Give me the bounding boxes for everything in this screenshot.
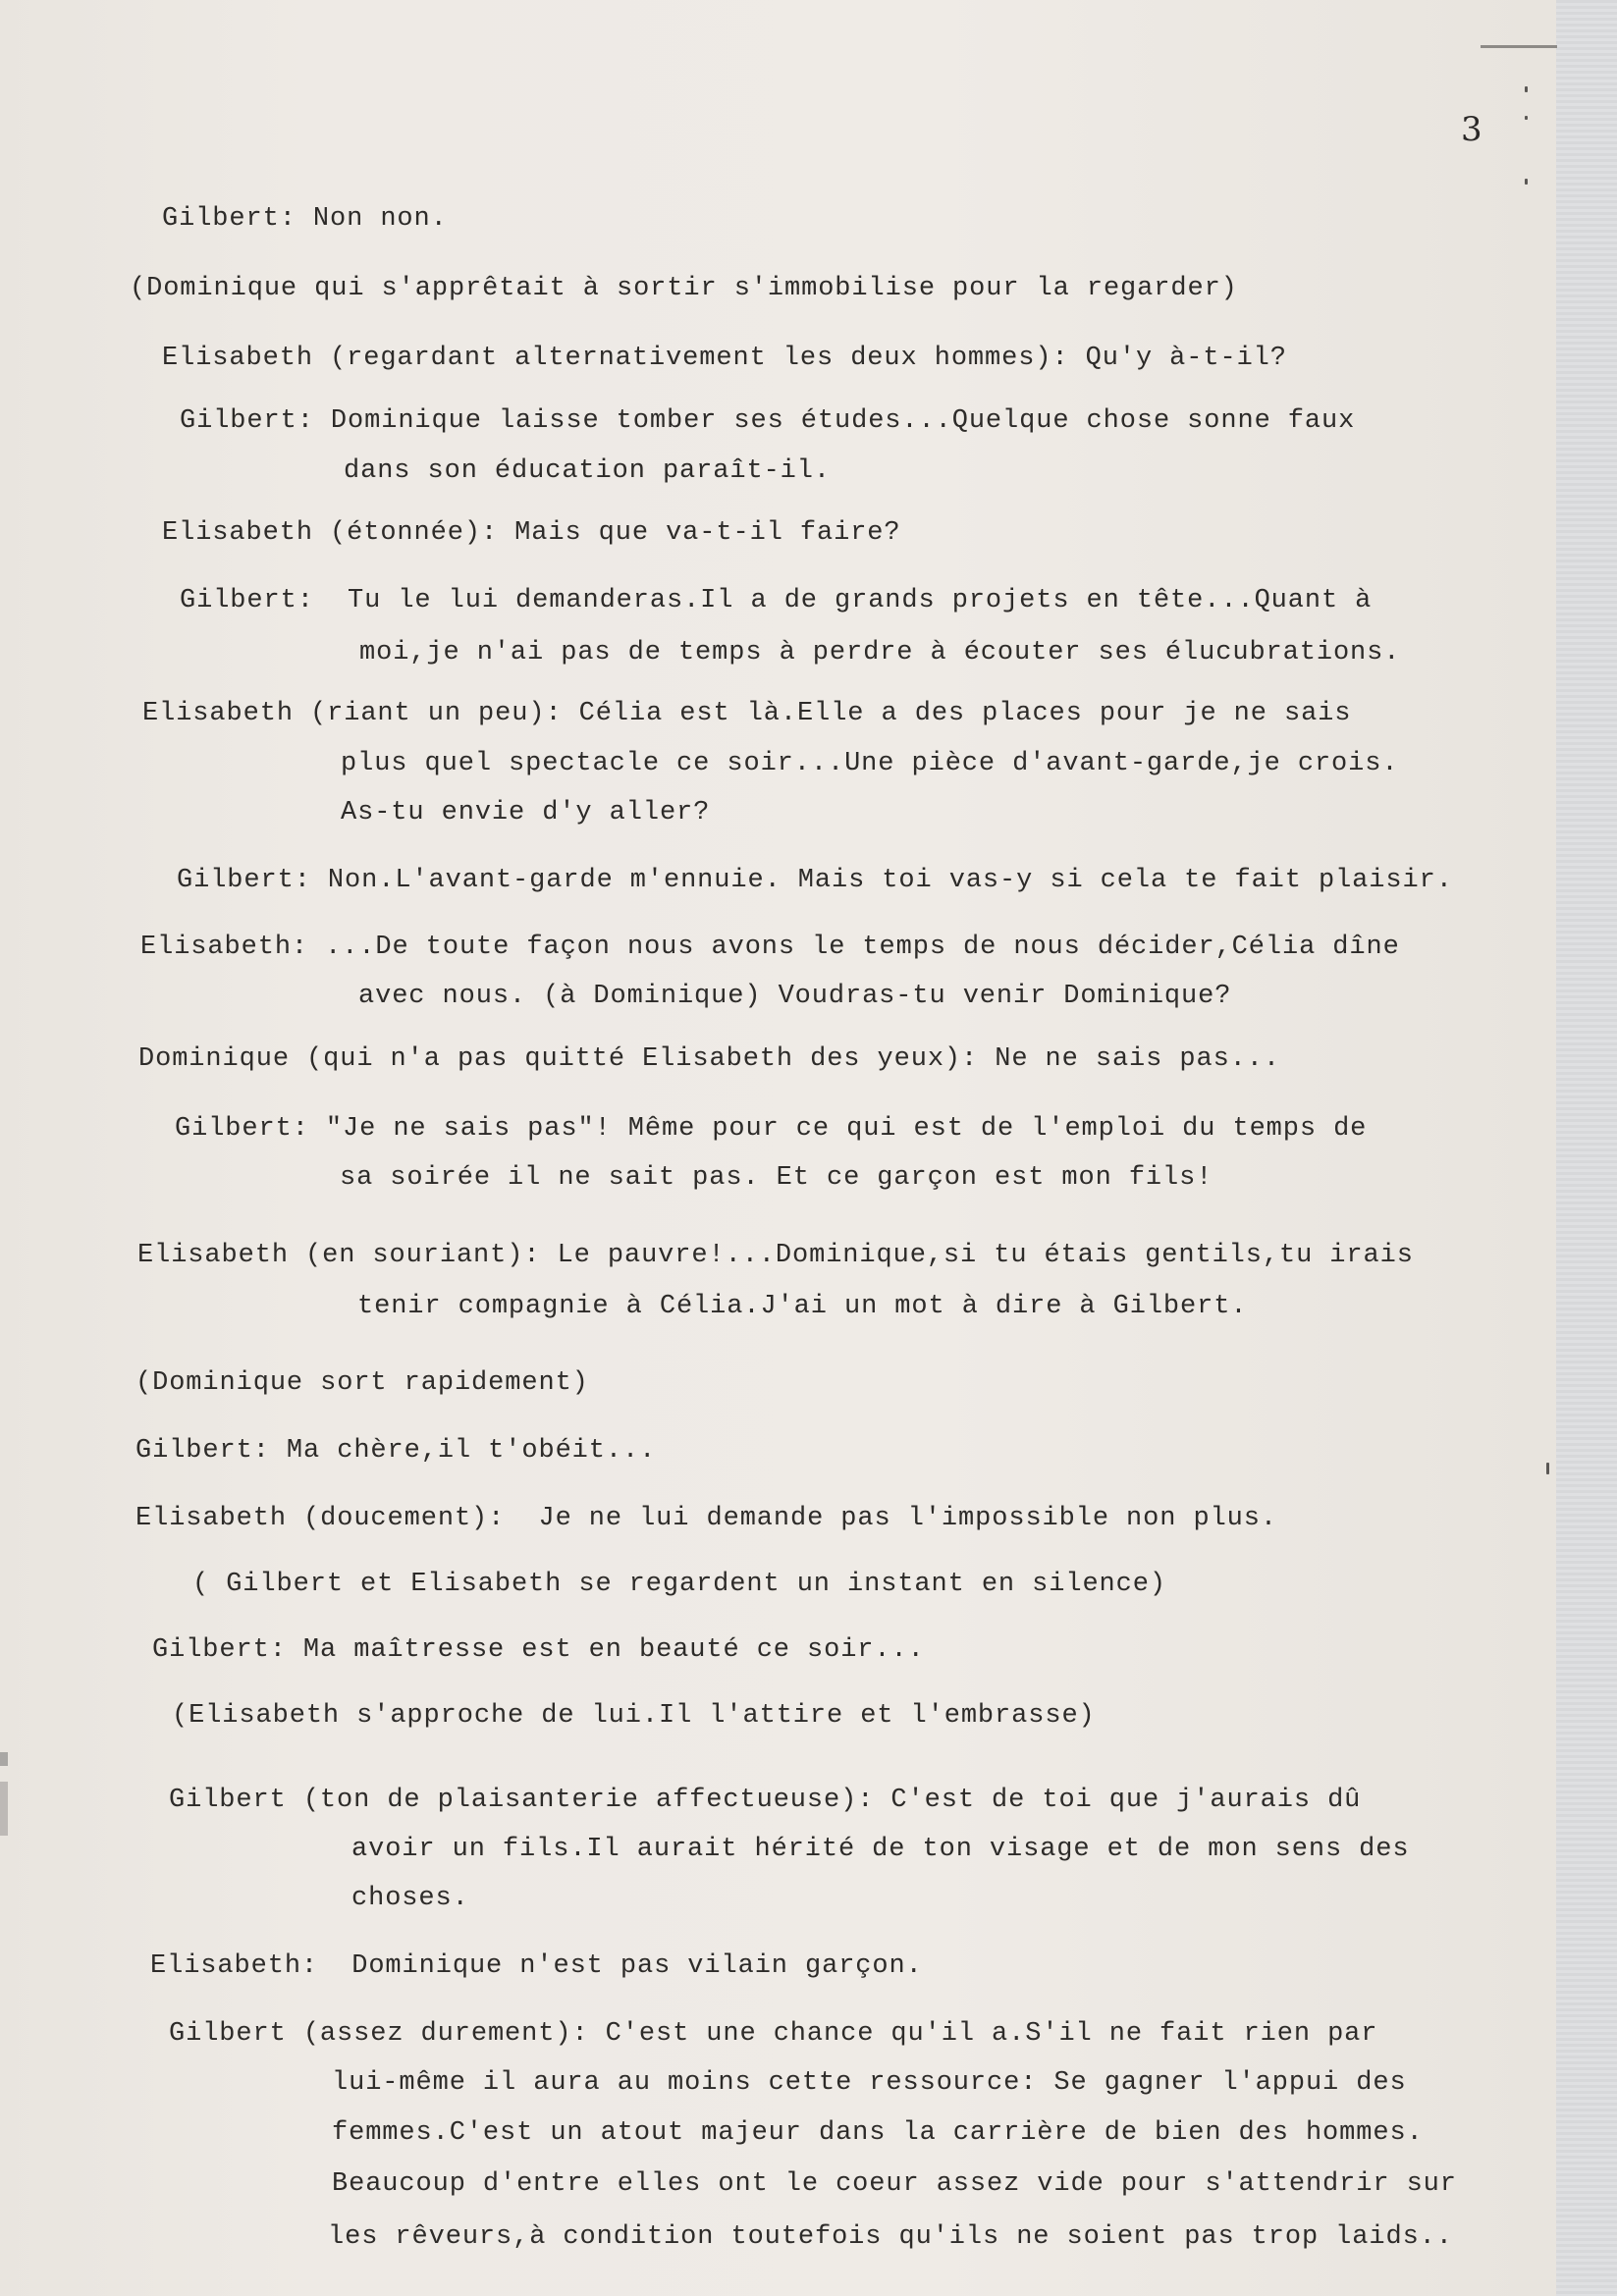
dialogue-line: Elisabeth: ...De toute façon nous avons le temps de nous décider,Célia dîne: [140, 933, 1400, 962]
dialogue-continuation: plus quel spectacle ce soir...Une pièce d'avant-garde,je crois.: [341, 749, 1399, 778]
dialogue-line: Gilbert (ton de plaisanterie affectueuse): C'est de toi que j'aurais dû: [169, 1786, 1362, 1815]
dialogue-line: Elisabeth (doucement): Je ne lui demande pas l'impossible non plus.: [135, 1504, 1277, 1533]
ink-speck: [1525, 116, 1528, 120]
dialogue-line: Gilbert: Dominique laisse tomber ses études...Quelque chose sonne faux: [180, 406, 1356, 436]
dialogue-continuation: les rêveurs,à condition toutefois qu'ils ne soient pas trop laids..: [328, 2222, 1453, 2252]
dialogue-line: Gilbert: Tu le lui demanderas.Il a de grands projets en tête...Quant à: [180, 586, 1373, 615]
corner-mark: [1481, 45, 1557, 48]
stage-direction: (Elisabeth s'approche de lui.Il l'attire et l'embrasse): [172, 1701, 1096, 1731]
scanner-bed-edge: [1556, 0, 1617, 2296]
dialogue-line: Elisabeth (riant un peu): Célia est là.Elle a des places pour je ne sais: [142, 699, 1352, 728]
dialogue-continuation: avoir un fils.Il aurait hérité de ton visage et de mon sens des: [351, 1835, 1410, 1864]
dialogue-continuation: femmes.C'est un atout majeur dans la carrière de bien des hommes.: [332, 2118, 1424, 2148]
stage-direction: ( Gilbert et Elisabeth se regardent un instant en silence): [192, 1570, 1166, 1599]
dialogue-continuation: avec nous. (à Dominique) Voudras-tu venir Dominique?: [358, 982, 1232, 1011]
dialogue-line: Gilbert (assez durement): C'est une chance qu'il a.S'il ne fait rien par: [169, 2019, 1378, 2049]
ink-speck: [1525, 86, 1528, 92]
dialogue-line: Dominique (qui n'a pas quitté Elisabeth des yeux): Ne ne sais pas...: [138, 1044, 1280, 1074]
page-number: 3: [1461, 110, 1482, 149]
dialogue-line: Elisabeth (regardant alternativement les deux hommes): Qu'y à-t-il?: [162, 344, 1287, 373]
dialogue-line: Gilbert: Ma chère,il t'obéit...: [135, 1436, 657, 1466]
dialogue-continuation: choses.: [351, 1884, 469, 1913]
dialogue-line: Gilbert: Ma maîtresse est en beauté ce soir...: [152, 1635, 925, 1665]
dialogue-continuation: tenir compagnie à Célia.J'ai un mot à dire à Gilbert.: [357, 1292, 1248, 1321]
dialogue-continuation: As-tu envie d'y aller?: [341, 798, 711, 828]
dialogue-continuation: sa soirée il ne sait pas. Et ce garçon est mon fils!: [340, 1163, 1213, 1193]
dialogue-line: Elisabeth (en souriant): Le pauvre!...Dominique,si tu étais gentils,tu irais: [137, 1241, 1414, 1270]
dialogue-continuation: dans son éducation paraît-il.: [344, 456, 831, 486]
dialogue-line: Gilbert: "Je ne sais pas"! Même pour ce qui est de l'emploi du temps de: [175, 1114, 1368, 1144]
dialogue-line: Gilbert: Non.L'avant-garde m'ennuie. Mais toi vas-y si cela te fait plaisir.: [177, 866, 1453, 895]
dialogue-line: Elisabeth (étonnée): Mais que va-t-il faire?: [162, 518, 901, 548]
dialogue-continuation: moi,je n'ai pas de temps à perdre à écouter ses élucubrations.: [359, 638, 1401, 667]
scan-artifact: [0, 1752, 8, 1766]
dialogue-continuation: lui-même il aura au moins cette ressource: Se gagner l'appui des: [332, 2068, 1407, 2098]
scan-artifact: [0, 1782, 8, 1836]
stage-direction: (Dominique qui s'apprêtait à sortir s'immobilise pour la regarder): [130, 274, 1238, 303]
ink-speck: [1525, 179, 1528, 185]
stage-direction: (Dominique sort rapidement): [135, 1368, 589, 1398]
dialogue-continuation: Beaucoup d'entre elles ont le coeur assez vide pour s'attendrir sur: [332, 2169, 1457, 2199]
ink-speck: [1546, 1463, 1549, 1474]
dialogue-line: Gilbert: Non non.: [162, 204, 448, 234]
dialogue-line: Elisabeth: Dominique n'est pas vilain garçon.: [150, 1951, 923, 1981]
